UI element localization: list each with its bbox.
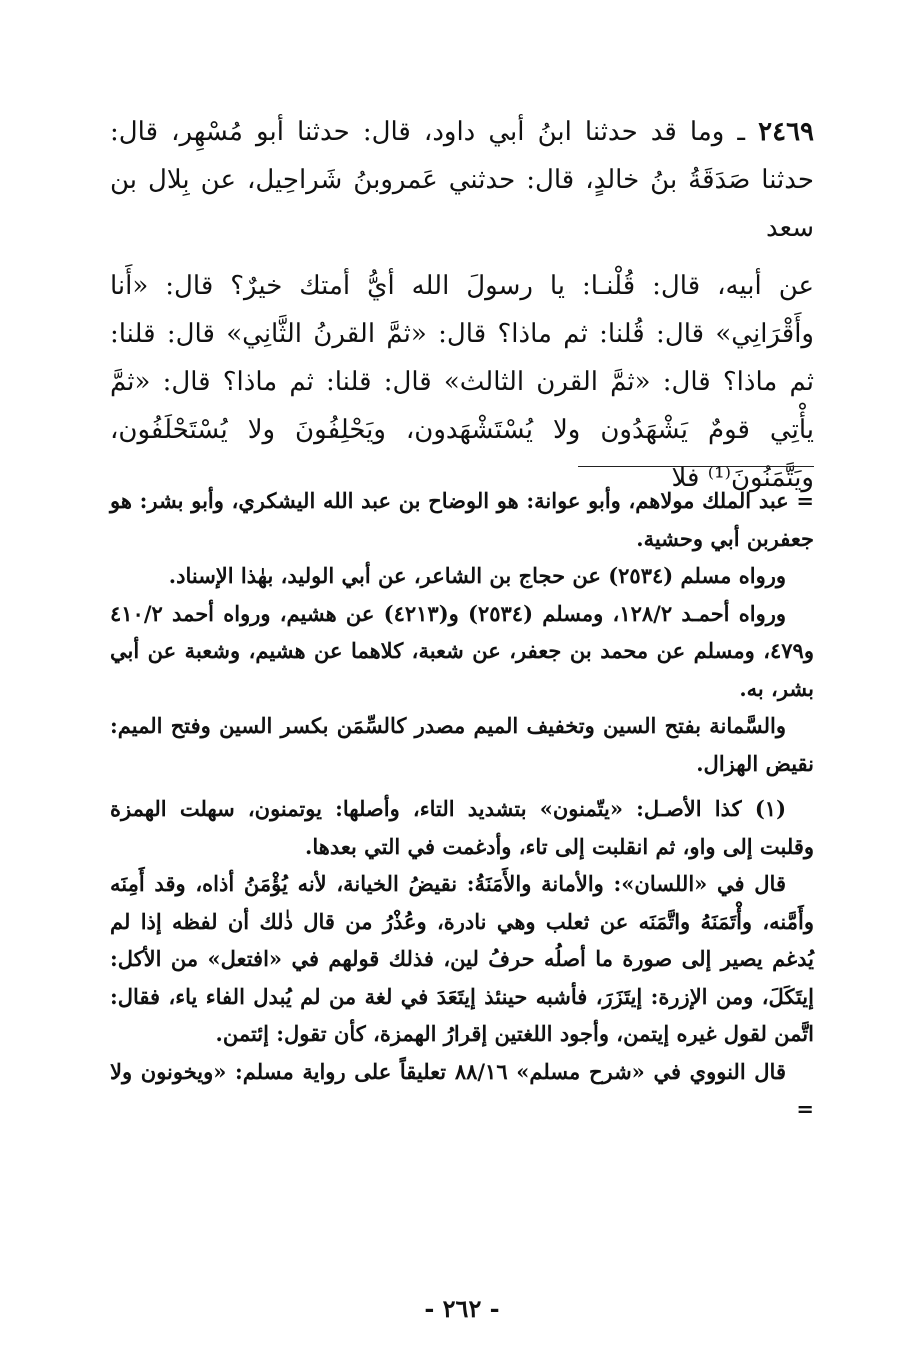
footnote-1-nawawi: قال النووي في «شرح مسلم» ٨٨/١٦ تعليقاً على رواية مسلم: «ويخونون ولا = [110, 1058, 814, 1121]
hadith-isnad [110, 108, 814, 252]
footnote-paragraph: ورواه أحمـد ١٢٨/٢، ومسلم (٢٥٣٤) و(٤٢١٣) عن هشيم، ورواه أحمد ٤١٠/٢ و٤٧٩، ومسلم عن محمد بن جعفر، عن شعبة، كلاهما عن هشيم، وشعبة عن أبي بشر، به. [110, 600, 814, 701]
footnote-divider [578, 466, 814, 467]
page-number: - ٢٦٢ - [424, 1294, 500, 1323]
footnote-paragraph: ورواه مسلم (٢٥٣٤) عن حجاج بن الشاعر، عن أبي الوليد، بهٰذا الإسناد. [168, 563, 786, 588]
footnote-1: (١) كذا الأصـل: «يتّمنون» بتشديد التاء، وأصلها: يوتمنون، سهلت الهمزة وقلبت إلى واو، ثم انقلبت إلى تاء، وأدغمت في التي بعدها. [110, 796, 814, 859]
footnotes [110, 482, 814, 1128]
hadith-matn: عن أبيه، قال: قُلْنـا: يا رسولَ الله أيُّ أمتك خيرٌ؟ قال: «أَنا وأَقْرَانِي» قال: قُلنا: ثم ماذا؟ قال: «ثمَّ القرنُ الثَّانِي» قال: قلنا: ثم ماذا؟ قال: «ثمَّ القرن الثالث» قال: قلنا: ثم ماذا؟ قال: «ثمَّ يأْتِي قومٌ يَشْهَدُون ولا يُسْتَشْهَدون، ويَحْلِفُونَ ولا يُسْتَحْلَفُون، ويَتَّمَنُونَ⁽¹⁾ فلا [110, 271, 814, 493]
hadith-number: ٢٤٦٩ [758, 117, 814, 147]
footnote-paragraph: والسَّمانة بفتح السين وتخفيف الميم مصدر كالسِّمَن بكسر السين وفتح الميم: نقيض الهزال. [110, 713, 814, 776]
isnad-text: ـ وما قد حدثنا ابنُ أبي داود، قال: حدثنا أبو مُسْهِر، قال: حدثنا صَدَقَةُ بنُ خالدٍ، قال: حدثني عَمروبنُ شَراحِيل، عن بِلال بن سعد [110, 117, 814, 243]
main-text [110, 108, 814, 502]
footnote-1-lisan: قال في «اللسان»: والأمانة والأَمَنَةُ: نقيضُ الخيانة، لأنه يُؤْمَنُ أذاه، وقد أَمِنَه وأَمَّنه، وأْتَمَنَهُ واتَّمَنَه عن ثعلب وهي نادرة، وعُذْرُ من قال ذٰلك أن لفظه إذا لم يُدغم يصير إلى صورة ما أصلُه حرفُ لين، فذلك قولهم في «افتعل» من الأكل: إيتَكَلَ، ومن الإزرة: إيتَزَرَ، فأشبه حينئذ إيتَعَدَ في لغة من لم يُبدل الفاء ياء، فقال: اتَّمن لقول غيره إيتمن، وأجود اللغتين إقرارُ الهمزة، كأن تقول: إئتمن. [110, 871, 814, 1046]
footnote-continuation: = عبد الملك مولاهم، وأبو عوانة: هو الوضاح بن عبد الله اليشكري، وأبو بشر: هو جعفربن أبي وحشية. [110, 488, 814, 551]
